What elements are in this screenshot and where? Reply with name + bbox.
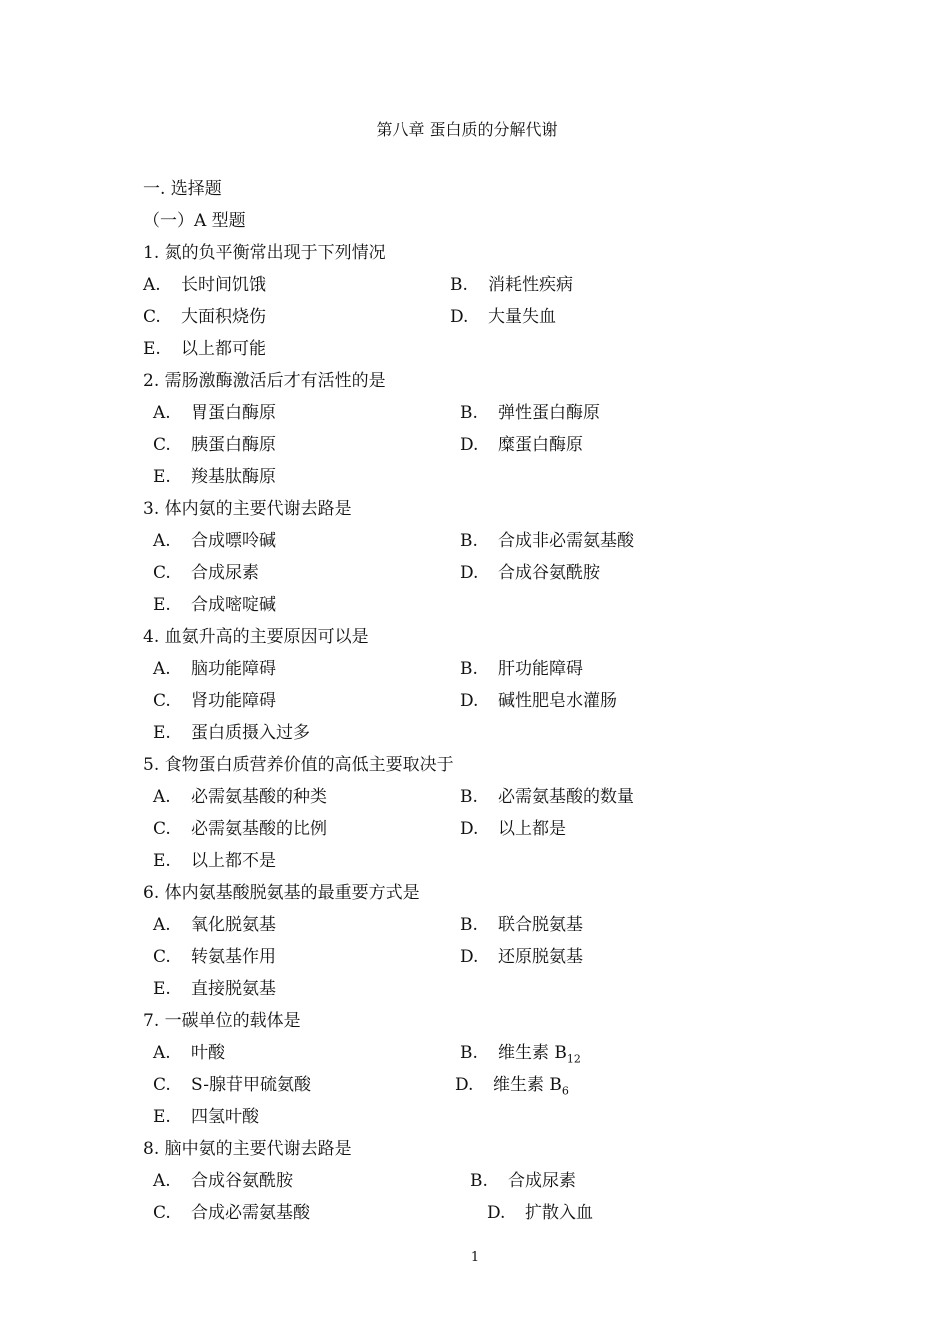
answer-option [470, 1169, 576, 1193]
option-letter: E. [153, 467, 171, 487]
answer-option [153, 817, 327, 841]
question-stem: 4. 血氨升高的主要原因可以是 [143, 627, 369, 647]
option-letter: B. [460, 403, 478, 423]
option-text: 肝功能障碍 [498, 659, 583, 679]
answer-option [460, 433, 583, 457]
answer-option [450, 305, 556, 329]
answer-option [153, 1041, 225, 1065]
option-text: 弹性蛋白酶原 [498, 403, 600, 423]
option-text: 必需氨基酸的比例 [191, 819, 327, 839]
answer-option [153, 657, 276, 681]
option-letter: D. [450, 307, 469, 327]
option-letter: C. [153, 947, 171, 967]
option-text: 羧基肽酶原 [191, 467, 276, 487]
option-text: 以上都不是 [191, 851, 276, 871]
option-letter: C. [153, 819, 171, 839]
option-letter: E. [153, 723, 171, 743]
option-text: 合成谷氨酰胺 [498, 563, 600, 583]
option-text: 胃蛋白酶原 [191, 403, 276, 423]
chapter-title: 第八章 蛋白质的分解代谢 [376, 120, 558, 139]
option-text: 还原脱氨基 [498, 947, 583, 967]
option-letter: A. [153, 531, 171, 551]
option-letter: B. [470, 1171, 488, 1191]
subsection-heading: （一）A 型题 [143, 211, 246, 231]
option-text: 糜蛋白酶原 [498, 435, 583, 455]
option-letter: D. [460, 435, 479, 455]
option-letter: B. [460, 787, 478, 807]
answer-option [460, 1041, 581, 1065]
option-letter: E. [153, 979, 171, 999]
option-letter: C. [153, 1075, 171, 1095]
answer-option [153, 689, 276, 713]
question-stem: 8. 脑中氨的主要代谢去路是 [143, 1139, 352, 1159]
option-text: 扩散入血 [525, 1203, 593, 1223]
answer-option [143, 273, 266, 297]
answer-option [450, 273, 573, 297]
option-text: 以上都可能 [181, 339, 266, 359]
option-letter: E. [153, 851, 171, 871]
option-text: 必需氨基酸的数量 [498, 787, 634, 807]
option-letter: E. [153, 595, 171, 615]
option-letter: E. [143, 339, 161, 359]
option-text: 蛋白质摄入过多 [191, 723, 310, 743]
answer-option [153, 849, 276, 873]
answer-option [153, 1105, 259, 1129]
option-text: 四氢叶酸 [191, 1107, 259, 1127]
question-stem: 5. 食物蛋白质营养价值的高低主要取决于 [143, 755, 454, 775]
option-letter: D. [455, 1075, 474, 1095]
option-letter: C. [143, 307, 161, 327]
answer-option [460, 689, 617, 713]
answer-option [460, 401, 600, 425]
option-text: 合成嘧啶碱 [191, 595, 276, 615]
option-letter: A. [153, 659, 171, 679]
answer-option [153, 913, 276, 937]
option-text: 联合脱氨基 [498, 915, 583, 935]
question-stem: 2. 需肠激酶激活后才有活性的是 [143, 371, 386, 391]
answer-option [153, 721, 310, 745]
option-text: 合成必需氨基酸 [191, 1203, 310, 1223]
option-text: 合成尿素 [191, 563, 259, 583]
option-text: 转氨基作用 [191, 947, 276, 967]
option-letter: B. [460, 659, 478, 679]
question-stem: 3. 体内氨的主要代谢去路是 [143, 499, 352, 519]
answer-option [153, 401, 276, 425]
option-text: 合成嘌呤碱 [191, 531, 276, 551]
option-letter: A. [153, 915, 171, 935]
option-text: 大量失血 [488, 307, 556, 327]
answer-option [153, 593, 276, 617]
option-letter: C. [153, 1203, 171, 1223]
option-text: 以上都是 [498, 819, 566, 839]
option-text: 必需氨基酸的种类 [191, 787, 327, 807]
option-letter: B. [460, 1043, 478, 1063]
question-stem: 1. 氮的负平衡常出现于下列情况 [143, 243, 386, 263]
option-text: 合成尿素 [508, 1171, 576, 1191]
option-text: S-腺苷甲硫氨酸 [191, 1075, 312, 1095]
option-text: 叶酸 [191, 1043, 225, 1063]
option-letter: A. [153, 1171, 171, 1191]
page-number: 1 [470, 1250, 480, 1265]
option-text: 脑功能障碍 [191, 659, 276, 679]
answer-option [460, 817, 566, 841]
answer-option [143, 337, 266, 361]
option-letter: D. [460, 947, 479, 967]
option-letter: B. [450, 275, 468, 295]
option-text: 维生素 B [493, 1075, 562, 1095]
option-letter: E. [153, 1107, 171, 1127]
option-letter: C. [153, 563, 171, 583]
answer-option [460, 561, 600, 585]
option-text: 消耗性疾病 [488, 275, 573, 295]
answer-option [153, 1169, 293, 1193]
option-letter: A. [153, 1043, 171, 1063]
answer-option [153, 785, 327, 809]
answer-option [153, 529, 276, 553]
answer-option [153, 465, 276, 489]
answer-option [153, 945, 276, 969]
answer-option [153, 977, 276, 1001]
answer-option [460, 785, 634, 809]
option-text: 大面积烧伤 [181, 307, 266, 327]
option-text: 维生素 B [498, 1043, 567, 1063]
option-letter: B. [460, 531, 478, 551]
option-text: 合成谷氨酰胺 [191, 1171, 293, 1191]
subscript: 6 [561, 1084, 569, 1098]
option-letter: C. [153, 435, 171, 455]
option-text: 氧化脱氨基 [191, 915, 276, 935]
option-letter: B. [460, 915, 478, 935]
answer-option [153, 433, 276, 457]
option-letter: C. [153, 691, 171, 711]
option-letter: D. [487, 1203, 506, 1223]
option-letter: D. [460, 691, 479, 711]
option-letter: D. [460, 563, 479, 583]
answer-option [143, 305, 266, 329]
answer-option [460, 913, 583, 937]
answer-option [153, 561, 259, 585]
answer-option [460, 945, 583, 969]
answer-option [487, 1201, 593, 1225]
option-text: 直接脱氨基 [191, 979, 276, 999]
section-heading: 一. 选择题 [143, 179, 222, 199]
answer-option [460, 657, 583, 681]
answer-option [455, 1073, 569, 1097]
subscript: 12 [566, 1052, 581, 1066]
option-text: 长时间饥饿 [181, 275, 266, 295]
question-stem: 7. 一碳单位的载体是 [143, 1011, 301, 1031]
option-text: 合成非必需氨基酸 [498, 531, 634, 551]
option-text: 碱性肥皂水灌肠 [498, 691, 617, 711]
answer-option [460, 529, 634, 553]
option-letter: A. [153, 787, 171, 807]
option-letter: A. [143, 275, 161, 295]
answer-option [153, 1201, 310, 1225]
option-text: 肾功能障碍 [191, 691, 276, 711]
question-stem: 6. 体内氨基酸脱氨基的最重要方式是 [143, 883, 420, 903]
answer-option [153, 1073, 311, 1097]
option-letter: D. [460, 819, 479, 839]
option-letter: A. [153, 403, 171, 423]
option-text: 胰蛋白酶原 [191, 435, 276, 455]
